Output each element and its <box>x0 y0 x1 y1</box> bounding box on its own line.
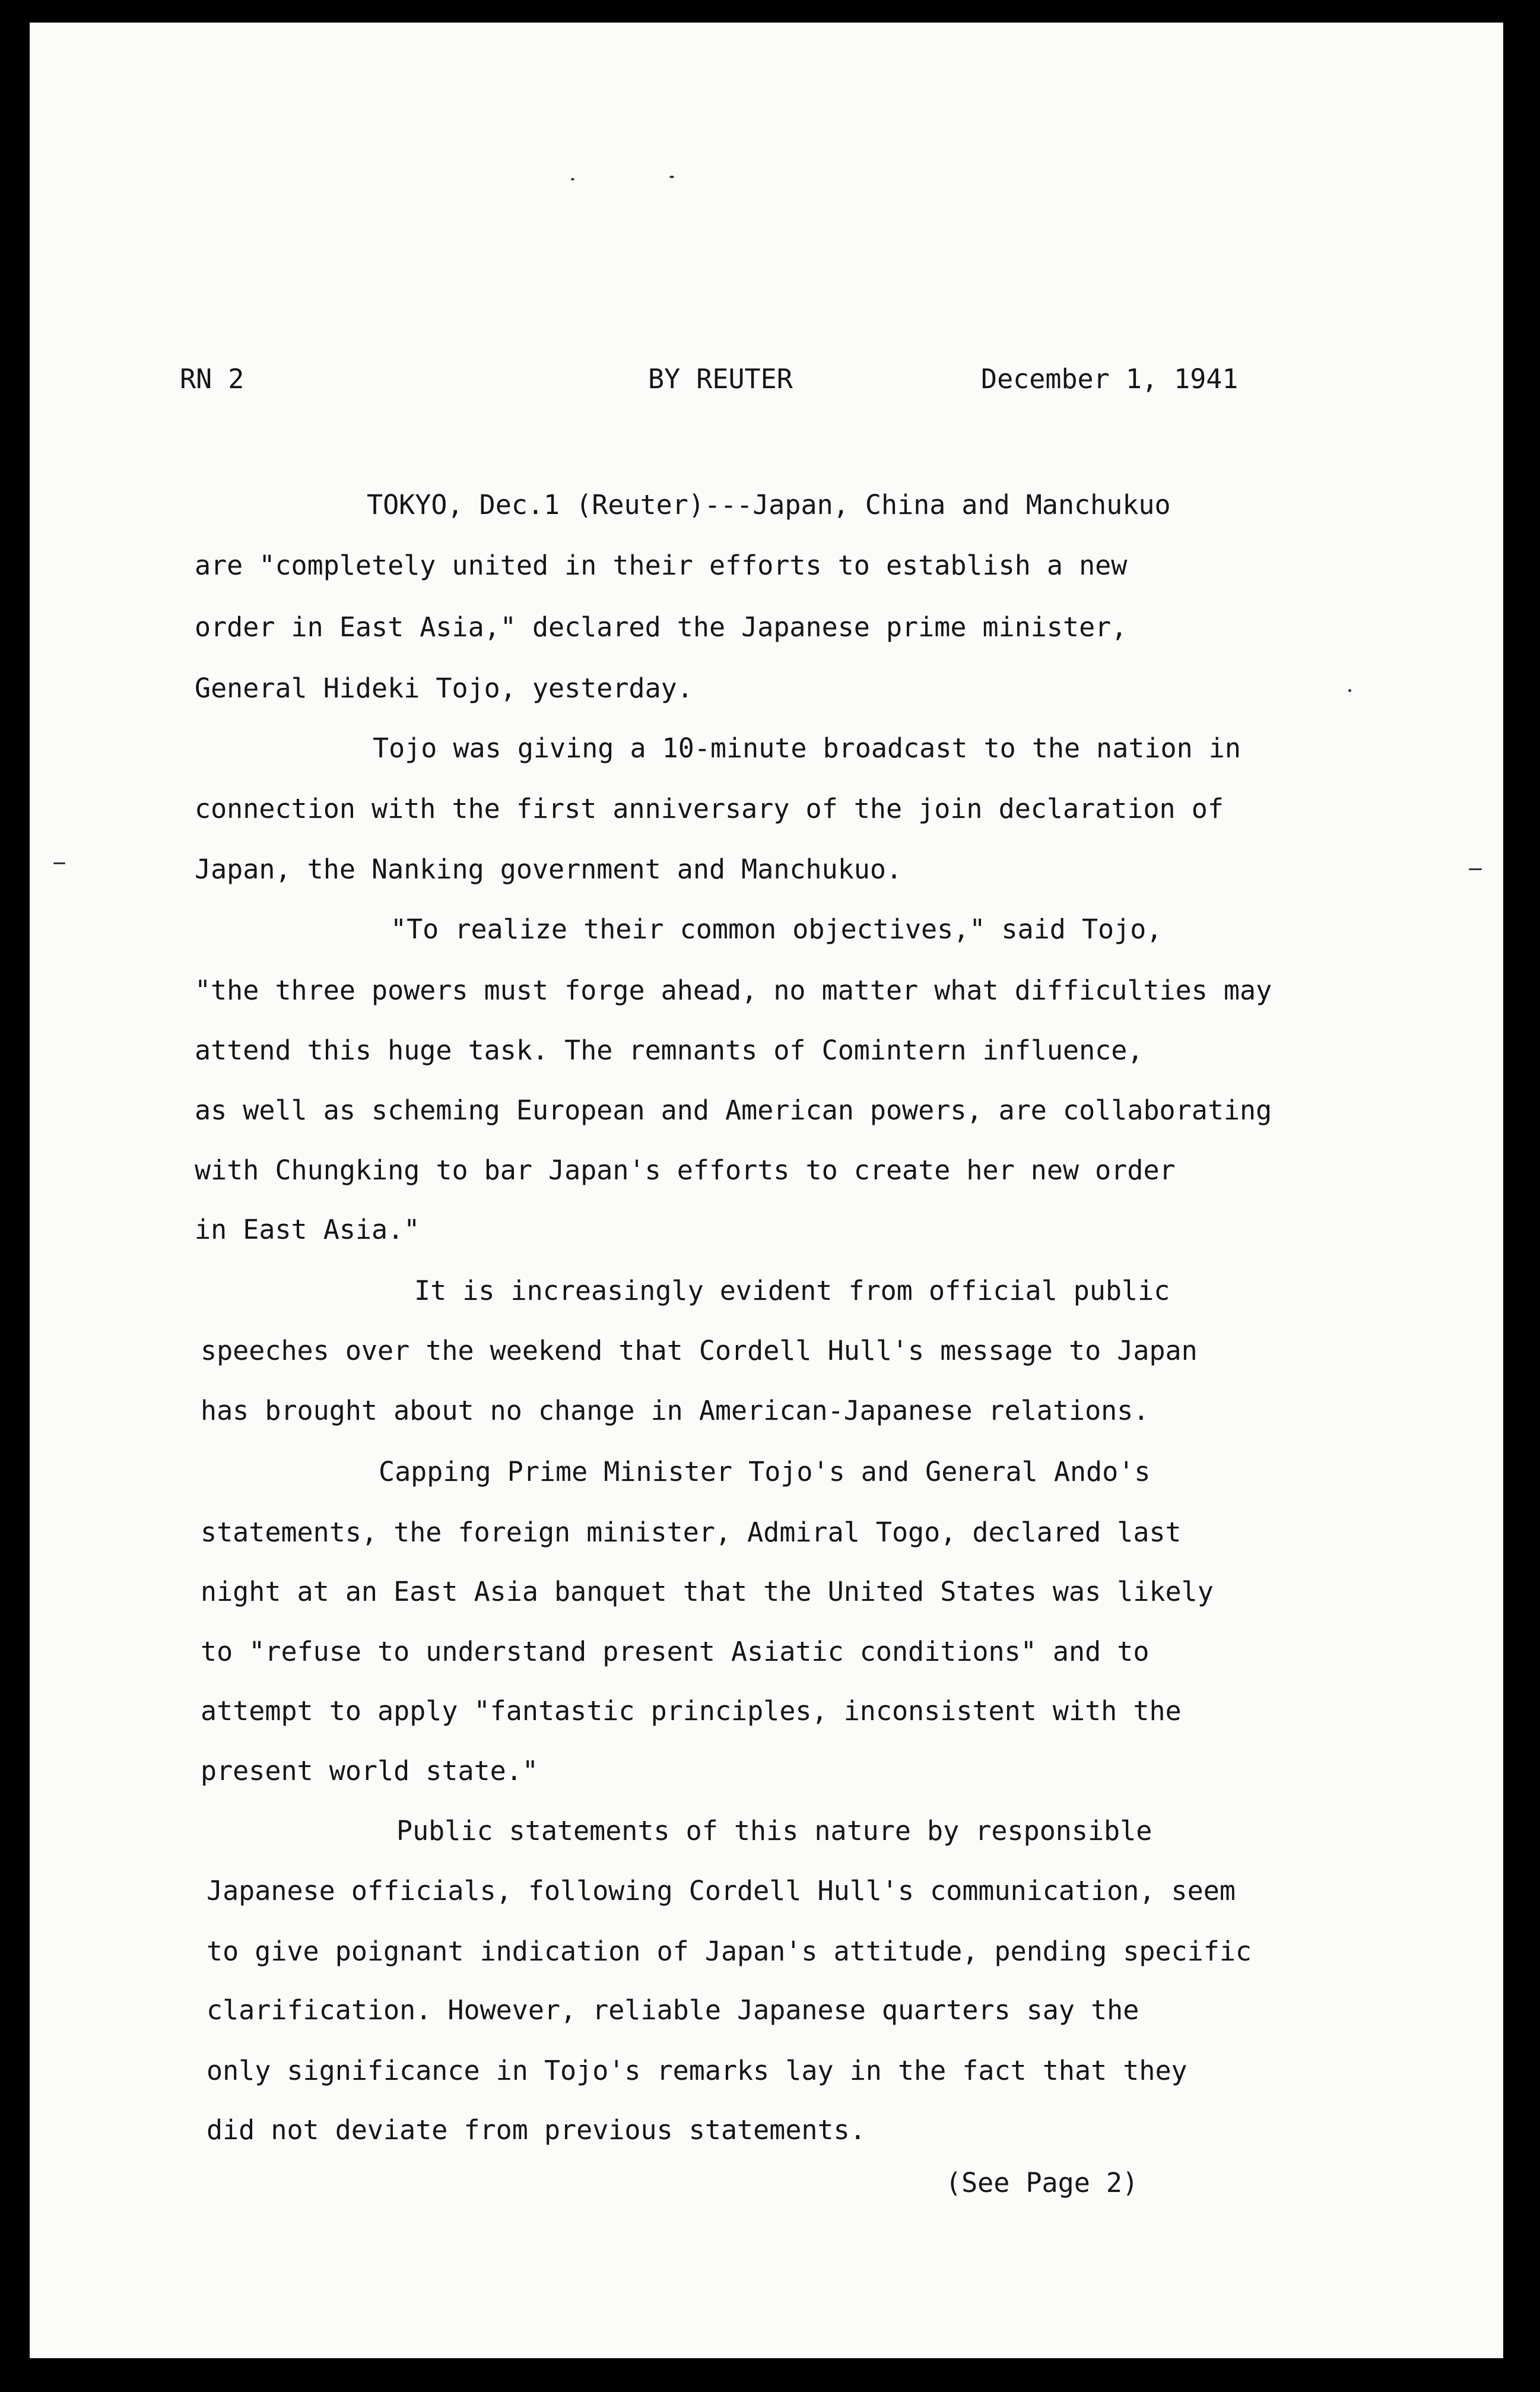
text-line: Japan, the Nanking government and Manchukuo. <box>195 854 903 885</box>
scan-speck <box>1469 868 1482 870</box>
text-line: General Hideki Tojo, yesterday. <box>195 672 693 704</box>
scan-speck <box>669 176 674 178</box>
typewritten-document <box>30 23 1503 2358</box>
text-line: order in East Asia," declared the Japanese prime minister, <box>195 611 1128 643</box>
text-line: only significance in Tojo's remarks lay in the fact that they <box>207 2055 1187 2086</box>
text-line: with Chungking to bar Japan's efforts to create her new order <box>195 1154 1176 1186</box>
text-line: to "refuse to understand present Asiatic conditions" and to <box>201 1636 1150 1667</box>
text-line: night at an East Asia banquet that the United States was likely <box>201 1576 1214 1607</box>
text-line: Tojo was giving a 10-minute broadcast to the nation in <box>373 732 1241 764</box>
text-line: are "completely united in their efforts to establish a new <box>195 550 1128 581</box>
text-line: attempt to apply "fantastic principles, inconsistent with the <box>201 1695 1182 1727</box>
text-line: clarification. However, reliable Japanese quarters say the <box>207 1994 1139 2026</box>
document-header <box>30 363 1503 405</box>
reference-number: RN 2 <box>180 363 245 395</box>
scan-speck <box>1348 689 1351 692</box>
text-line: Public statements of this nature by responsible <box>396 1815 1152 1847</box>
document-page <box>30 23 1503 2358</box>
text-line: "the three powers must forge ahead, no matter what difficulties may <box>195 975 1272 1006</box>
text-line: in East Asia." <box>195 1214 420 1245</box>
text-line: TOKYO, Dec.1 (Reuter)---Japan, China and Manchukuo <box>367 489 1171 521</box>
text-line: Japanese officials, following Cordell Hull's communication, seem <box>207 1875 1236 1906</box>
text-line: connection with the first anniversary of the join declaration of <box>195 793 1224 824</box>
news-source: BY REUTER <box>648 363 793 395</box>
scan-speck <box>53 862 65 864</box>
text-line: present world state." <box>201 1755 538 1787</box>
text-line: to give poignant indication of Japan's attitude, pending specific <box>207 1936 1252 1967</box>
text-line: did not deviate from previous statements. <box>207 2114 866 2146</box>
document-date: December 1, 1941 <box>981 363 1239 395</box>
text-line: It is increasingly evident from official public <box>414 1275 1170 1306</box>
continuation-note: (See Page 2) <box>945 2167 1139 2199</box>
text-line: statements, the foreign minister, Admiral Togo, declared last <box>201 1517 1182 1548</box>
text-line: speeches over the weekend that Cordell Hull's message to Japan <box>201 1335 1198 1366</box>
text-line: as well as scheming European and American powers, are collaborating <box>195 1095 1272 1126</box>
text-line: "To realize their common objectives," said Tojo, <box>390 913 1163 945</box>
scan-speck <box>571 178 574 180</box>
text-line: Capping Prime Minister Tojo's and General Ando's <box>379 1456 1151 1487</box>
text-line: has brought about no change in American-Japanese relations. <box>201 1395 1150 1426</box>
text-line: attend this huge task. The remnants of Comintern influence, <box>195 1035 1144 1066</box>
